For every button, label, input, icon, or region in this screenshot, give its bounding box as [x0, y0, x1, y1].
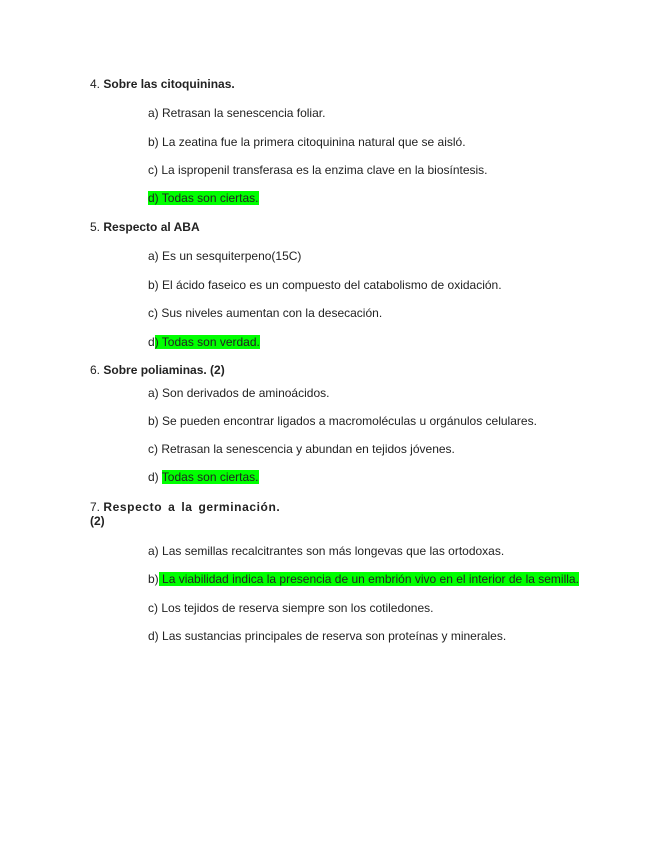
question-7-option-b: [148, 572, 579, 586]
option-text: La viabilidad indica la presencia de un embrión vivo en el interior de la semilla.: [162, 572, 579, 586]
option-letter: d): [148, 470, 159, 484]
option-text: Todas son ciertas.: [161, 191, 259, 205]
option-text: La zeatina fue la primera citoquinina natural que se aisló.: [162, 135, 466, 149]
option-letter: c): [148, 163, 158, 177]
question-4-option-b: [148, 135, 466, 149]
option-letter: d: [148, 335, 155, 349]
option-text: Es un sesquiterpeno(15C): [162, 249, 302, 263]
question-number: 7.: [90, 500, 101, 514]
question-6-option-a: [148, 386, 329, 400]
option-text: Retrasan la senescencia y abundan en tejidos jóvenes.: [161, 442, 455, 456]
question-4-title: [90, 77, 235, 91]
question-5-title: [90, 220, 200, 234]
option-letter: b): [148, 278, 159, 292]
option-letter: a): [148, 544, 159, 558]
question-number: 6.: [90, 363, 101, 377]
option-letter: c): [148, 306, 158, 320]
question-7-option-a: [148, 544, 504, 558]
option-letter: a): [148, 249, 159, 263]
option-letter: d): [148, 629, 159, 643]
option-text: Sus niveles aumentan con la desecación.: [161, 306, 383, 320]
question-6-option-b: [148, 414, 537, 428]
question-7-subtitle: (2): [90, 514, 105, 528]
highlighted-answer: Todas son ciertas.: [161, 470, 259, 484]
question-text: Respecto a la germinación.: [103, 500, 281, 514]
option-text: La ispropenil transferasa es la enzima clave en la biosíntesis.: [161, 163, 488, 177]
option-letter: b): [148, 414, 159, 428]
question-text: Sobre las citoquininas.: [103, 77, 235, 91]
option-text: Las sustancias principales de reserva son proteínas y minerales.: [162, 629, 507, 643]
question-number: 5.: [90, 220, 101, 234]
option-text: Retrasan la senescencia foliar.: [162, 106, 326, 120]
option-text: Los tejidos de reserva siempre son los cotiledones.: [161, 601, 434, 615]
question-6-option-d: [148, 470, 259, 484]
question-6-option-c: [148, 442, 455, 456]
highlighted-answer: ) Todas son verdad.: [154, 335, 260, 349]
highlighted-answer: [159, 572, 579, 586]
option-letter: b): [148, 135, 159, 149]
question-4-option-c: [148, 163, 488, 177]
option-text: El ácido faseico es un compuesto del catabolismo de oxidación.: [162, 278, 502, 292]
option-letter: b): [148, 572, 159, 586]
question-text: Sobre poliaminas. (2): [103, 363, 225, 377]
option-letter: a): [148, 106, 159, 120]
option-letter: d): [148, 191, 159, 205]
question-7-option-d: [148, 629, 506, 643]
question-5-option-a: [148, 249, 301, 263]
highlighted-answer: [148, 191, 259, 205]
option-text: Se pueden encontrar ligados a macromoléculas u orgánulos celulares.: [162, 414, 537, 428]
question-7-title: [90, 500, 280, 514]
question-5-option-d: [148, 335, 260, 349]
question-text: Respecto al ABA: [103, 220, 200, 234]
question-5-option-b: [148, 278, 502, 292]
option-letter: c): [148, 601, 158, 615]
option-text: Las semillas recalcitrantes son más longevas que las ortodoxas.: [162, 544, 505, 558]
question-7-option-c: [148, 601, 434, 615]
question-4-option-a: [148, 106, 325, 120]
option-text: Son derivados de aminoácidos.: [162, 386, 330, 400]
question-6-title: [90, 363, 225, 377]
question-number: 4.: [90, 77, 101, 91]
question-5-option-c: [148, 306, 382, 320]
option-letter: a): [148, 386, 159, 400]
option-letter: c): [148, 442, 158, 456]
question-4-option-d: [148, 191, 259, 205]
